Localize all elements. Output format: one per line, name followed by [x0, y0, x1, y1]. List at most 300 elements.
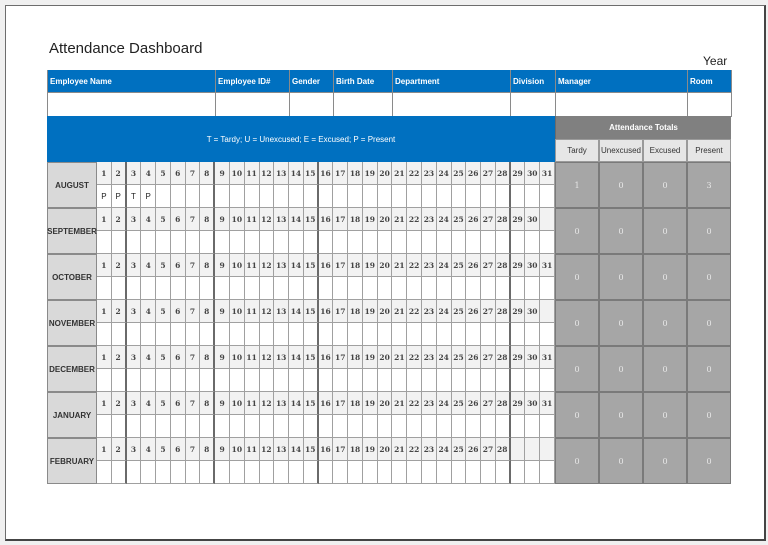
year-label: Year [703, 54, 728, 68]
attendance-mark-cell[interactable] [496, 323, 511, 346]
attendance-mark-cell[interactable] [496, 415, 511, 438]
attendance-mark-cell[interactable]: T [127, 185, 142, 208]
attendance-mark-cell[interactable] [466, 277, 481, 300]
attendance-mark-cell[interactable] [496, 185, 511, 208]
attendance-mark-cell[interactable] [112, 277, 127, 300]
attendance-mark-cell[interactable] [97, 277, 112, 300]
attendance-mark-cell[interactable] [112, 369, 127, 392]
attendance-mark-cell[interactable] [274, 277, 289, 300]
attendance-mark-cell[interactable] [215, 461, 230, 484]
attendance-mark-cell[interactable] [481, 461, 496, 484]
attendance-mark-cell[interactable] [466, 369, 481, 392]
day-number: 26 [466, 346, 481, 369]
attendance-mark-cell[interactable] [215, 231, 230, 254]
attendance-mark-cell[interactable] [245, 277, 260, 300]
attendance-mark-cell[interactable] [319, 231, 334, 254]
total-excused-december: 0 [643, 346, 687, 392]
attendance-mark-cell[interactable] [304, 231, 319, 254]
total-tardy-december: 0 [555, 346, 599, 392]
attendance-mark-cell[interactable] [333, 323, 348, 346]
attendance-mark-cell[interactable] [511, 277, 526, 300]
attendance-mark-cell[interactable] [112, 323, 127, 346]
total-unexcused-september: 0 [599, 208, 643, 254]
day-number: 24 [437, 346, 452, 369]
attendance-mark-cell[interactable] [97, 461, 112, 484]
attendance-mark-cell[interactable] [437, 369, 452, 392]
day-number: 7 [186, 438, 201, 461]
attendance-mark-cell[interactable] [319, 461, 334, 484]
attendance-mark-cell[interactable] [407, 461, 422, 484]
day-number: 14 [289, 208, 304, 231]
attendance-mark-cell[interactable] [348, 323, 363, 346]
day-number: 12 [260, 162, 275, 185]
day-number: 22 [407, 392, 422, 415]
attendance-mark-cell[interactable] [481, 185, 496, 208]
attendance-mark-cell[interactable] [466, 231, 481, 254]
attendance-mark-cell[interactable] [200, 415, 215, 438]
attendance-legend: T = Tardy; U = Unexcused; E = Excused; P = Present [47, 116, 555, 162]
attendance-mark-cell[interactable] [112, 415, 127, 438]
attendance-mark-cell[interactable] [156, 369, 171, 392]
attendance-mark-cell[interactable] [540, 415, 555, 438]
day-number [525, 438, 540, 461]
attendance-mark-cell[interactable] [289, 323, 304, 346]
attendance-mark-cell[interactable] [511, 185, 526, 208]
attendance-mark-cell[interactable] [437, 185, 452, 208]
totals-header-tardy: Tardy [555, 139, 599, 162]
total-unexcused-november: 0 [599, 300, 643, 346]
attendance-mark-cell[interactable] [540, 323, 555, 346]
attendance-mark-cell[interactable] [171, 231, 186, 254]
attendance-mark-cell[interactable] [363, 277, 378, 300]
attendance-mark-cell[interactable] [407, 415, 422, 438]
employee-field-employee-id[interactable] [216, 93, 290, 117]
attendance-mark-cell[interactable] [245, 185, 260, 208]
attendance-mark-cell[interactable] [274, 185, 289, 208]
attendance-mark-cell[interactable] [156, 185, 171, 208]
attendance-mark-cell[interactable] [378, 277, 393, 300]
attendance-mark-cell[interactable] [319, 415, 334, 438]
attendance-mark-cell[interactable] [466, 323, 481, 346]
attendance-mark-cell[interactable] [215, 277, 230, 300]
attendance-mark-cell[interactable] [171, 277, 186, 300]
attendance-mark-cell[interactable] [452, 185, 467, 208]
attendance-mark-cell[interactable] [437, 231, 452, 254]
attendance-mark-cell[interactable] [141, 369, 156, 392]
attendance-mark-cell[interactable] [437, 277, 452, 300]
employee-field-gender[interactable] [290, 93, 334, 117]
attendance-mark-cell[interactable] [127, 323, 142, 346]
attendance-mark-cell[interactable] [186, 461, 201, 484]
attendance-mark-cell[interactable] [392, 415, 407, 438]
employee-field-manager[interactable] [556, 93, 688, 117]
day-number: 28 [496, 162, 511, 185]
day-number: 6 [171, 392, 186, 415]
employee-field-room[interactable] [688, 93, 732, 117]
attendance-mark-cell[interactable] [466, 415, 481, 438]
attendance-mark-cell[interactable] [481, 277, 496, 300]
attendance-mark-cell[interactable]: P [97, 185, 112, 208]
attendance-mark-cell[interactable] [127, 461, 142, 484]
attendance-mark-cell[interactable] [171, 415, 186, 438]
attendance-mark-cell[interactable] [200, 461, 215, 484]
attendance-mark-cell[interactable] [496, 231, 511, 254]
day-number: 11 [245, 208, 260, 231]
attendance-mark-cell[interactable] [378, 231, 393, 254]
attendance-mark-cell[interactable] [525, 415, 540, 438]
attendance-mark-cell[interactable] [392, 323, 407, 346]
employee-field-employee-name[interactable] [48, 93, 216, 117]
month-label-january: JANUARY [47, 392, 97, 438]
attendance-mark-cell[interactable] [466, 185, 481, 208]
attendance-mark-cell[interactable] [215, 415, 230, 438]
attendance-mark-cell[interactable] [97, 415, 112, 438]
attendance-mark-cell[interactable] [260, 461, 275, 484]
attendance-mark-cell[interactable] [245, 231, 260, 254]
attendance-mark-cell[interactable] [363, 323, 378, 346]
attendance-mark-cell[interactable] [437, 461, 452, 484]
employee-header-room: Room [688, 70, 732, 93]
attendance-mark-cell[interactable] [319, 277, 334, 300]
attendance-mark-cell[interactable] [274, 461, 289, 484]
day-number: 31 [540, 392, 555, 415]
attendance-mark-cell[interactable] [378, 185, 393, 208]
attendance-mark-cell[interactable] [289, 231, 304, 254]
day-number: 25 [452, 300, 467, 323]
day-number: 18 [348, 162, 363, 185]
employee-header-division: Division [511, 70, 556, 93]
attendance-mark-cell[interactable] [230, 231, 245, 254]
attendance-mark-cell[interactable] [97, 369, 112, 392]
attendance-mark-cell[interactable] [230, 461, 245, 484]
attendance-mark-cell[interactable] [525, 231, 540, 254]
attendance-mark-cell[interactable] [422, 185, 437, 208]
attendance-mark-cell[interactable] [437, 323, 452, 346]
attendance-mark-cell[interactable] [260, 185, 275, 208]
attendance-mark-cell[interactable] [525, 323, 540, 346]
day-number: 10 [230, 208, 245, 231]
attendance-mark-cell[interactable] [525, 277, 540, 300]
attendance-mark-cell[interactable] [289, 415, 304, 438]
attendance-mark-cell[interactable] [540, 461, 555, 484]
attendance-mark-cell[interactable] [540, 277, 555, 300]
attendance-mark-cell[interactable] [392, 277, 407, 300]
attendance-mark-cell[interactable] [333, 369, 348, 392]
attendance-mark-cell[interactable] [422, 231, 437, 254]
attendance-mark-cell[interactable] [127, 369, 142, 392]
day-number: 14 [289, 438, 304, 461]
attendance-mark-cell[interactable] [245, 461, 260, 484]
day-number: 13 [274, 392, 289, 415]
attendance-mark-cell[interactable] [319, 323, 334, 346]
day-number: 9 [215, 162, 230, 185]
attendance-mark-cell[interactable] [363, 461, 378, 484]
total-unexcused-february: 0 [599, 438, 643, 484]
attendance-mark-cell[interactable] [378, 323, 393, 346]
total-excused-october: 0 [643, 254, 687, 300]
attendance-mark-cell[interactable] [452, 461, 467, 484]
day-number: 2 [112, 346, 127, 369]
employee-header-birth-date: Birth Date [334, 70, 393, 93]
day-number: 3 [127, 162, 142, 185]
day-number: 4 [141, 300, 156, 323]
attendance-mark-cell[interactable] [525, 461, 540, 484]
attendance-mark-cell[interactable] [304, 185, 319, 208]
total-tardy-september: 0 [555, 208, 599, 254]
attendance-mark-cell[interactable] [230, 185, 245, 208]
attendance-mark-cell[interactable] [171, 369, 186, 392]
attendance-mark-cell[interactable] [481, 231, 496, 254]
attendance-mark-cell[interactable] [452, 323, 467, 346]
totals-header-present: Present [687, 139, 731, 162]
day-number: 7 [186, 162, 201, 185]
attendance-mark-cell[interactable] [496, 369, 511, 392]
attendance-mark-cell[interactable] [304, 323, 319, 346]
attendance-mark-cell[interactable] [112, 231, 127, 254]
day-number: 19 [363, 438, 378, 461]
attendance-mark-cell[interactable] [186, 231, 201, 254]
attendance-mark-cell[interactable] [363, 231, 378, 254]
attendance-mark-cell[interactable] [333, 461, 348, 484]
attendance-mark-cell[interactable] [200, 185, 215, 208]
day-number: 19 [363, 392, 378, 415]
day-number: 15 [304, 346, 319, 369]
day-number: 26 [466, 392, 481, 415]
attendance-mark-cell[interactable] [452, 369, 467, 392]
day-number: 25 [452, 346, 467, 369]
attendance-mark-cell[interactable] [348, 461, 363, 484]
month-label-november: NOVEMBER [47, 300, 97, 346]
attendance-mark-cell[interactable] [127, 231, 142, 254]
attendance-mark-cell[interactable] [200, 277, 215, 300]
attendance-mark-cell[interactable] [392, 185, 407, 208]
attendance-mark-cell[interactable] [215, 323, 230, 346]
attendance-mark-cell[interactable] [363, 415, 378, 438]
attendance-mark-cell[interactable] [481, 415, 496, 438]
attendance-mark-cell[interactable] [141, 415, 156, 438]
attendance-mark-cell[interactable] [407, 277, 422, 300]
attendance-mark-cell[interactable] [511, 461, 526, 484]
day-number: 26 [466, 162, 481, 185]
day-number: 10 [230, 162, 245, 185]
attendance-mark-cell[interactable] [348, 277, 363, 300]
attendance-mark-cell[interactable] [186, 415, 201, 438]
attendance-mark-cell[interactable] [363, 185, 378, 208]
attendance-mark-cell[interactable] [141, 323, 156, 346]
attendance-mark-cell[interactable] [392, 461, 407, 484]
attendance-mark-cell[interactable] [289, 369, 304, 392]
employee-field-birth-date[interactable] [334, 93, 393, 117]
day-number: 12 [260, 346, 275, 369]
attendance-mark-cell[interactable] [200, 323, 215, 346]
attendance-mark-cell[interactable] [200, 369, 215, 392]
attendance-mark-cell[interactable] [333, 185, 348, 208]
day-number: 19 [363, 208, 378, 231]
attendance-mark-cell[interactable] [319, 369, 334, 392]
attendance-mark-cell[interactable] [289, 461, 304, 484]
attendance-mark-cell[interactable] [511, 369, 526, 392]
attendance-mark-cell[interactable] [348, 231, 363, 254]
attendance-mark-cell[interactable] [304, 415, 319, 438]
attendance-mark-cell[interactable] [186, 185, 201, 208]
attendance-mark-cell[interactable] [245, 369, 260, 392]
total-excused-september: 0 [643, 208, 687, 254]
attendance-mark-cell[interactable] [407, 323, 422, 346]
day-number: 20 [378, 208, 393, 231]
attendance-mark-cell[interactable] [304, 369, 319, 392]
attendance-mark-cell[interactable] [141, 461, 156, 484]
employee-header-row [48, 70, 732, 93]
attendance-mark-cell[interactable] [230, 323, 245, 346]
day-number: 1 [97, 300, 112, 323]
attendance-mark-cell[interactable] [422, 415, 437, 438]
day-number: 29 [511, 392, 526, 415]
employee-field-department[interactable] [393, 93, 511, 117]
day-number: 21 [392, 208, 407, 231]
attendance-mark-cell[interactable] [171, 185, 186, 208]
attendance-mark-cell[interactable] [289, 185, 304, 208]
day-number [511, 438, 526, 461]
attendance-mark-cell[interactable] [260, 323, 275, 346]
attendance-mark-cell[interactable] [127, 277, 142, 300]
day-number: 19 [363, 300, 378, 323]
attendance-mark-cell[interactable] [274, 415, 289, 438]
day-number: 21 [392, 346, 407, 369]
attendance-mark-cell[interactable] [156, 415, 171, 438]
attendance-mark-cell[interactable] [260, 369, 275, 392]
total-present-december: 0 [687, 346, 731, 392]
attendance-mark-cell[interactable] [97, 323, 112, 346]
attendance-mark-cell[interactable] [230, 277, 245, 300]
attendance-mark-cell[interactable] [319, 185, 334, 208]
attendance-mark-cell[interactable] [333, 231, 348, 254]
attendance-mark-cell[interactable] [422, 323, 437, 346]
attendance-mark-cell[interactable] [289, 277, 304, 300]
day-number: 29 [511, 208, 526, 231]
attendance-mark-cell[interactable] [304, 461, 319, 484]
attendance-mark-cell[interactable] [540, 369, 555, 392]
attendance-mark-cell[interactable] [452, 277, 467, 300]
total-present-october: 0 [687, 254, 731, 300]
attendance-mark-cell[interactable] [186, 277, 201, 300]
attendance-mark-cell[interactable] [392, 369, 407, 392]
attendance-mark-cell[interactable] [260, 231, 275, 254]
attendance-mark-cell[interactable] [481, 369, 496, 392]
attendance-mark-cell[interactable] [112, 461, 127, 484]
attendance-mark-cell[interactable] [540, 231, 555, 254]
day-number: 23 [422, 162, 437, 185]
attendance-mark-cell[interactable] [171, 323, 186, 346]
attendance-mark-cell[interactable] [230, 415, 245, 438]
attendance-mark-cell[interactable] [481, 323, 496, 346]
attendance-mark-cell[interactable] [200, 231, 215, 254]
attendance-mark-cell[interactable] [333, 415, 348, 438]
day-number: 10 [230, 438, 245, 461]
attendance-mark-cell[interactable] [274, 323, 289, 346]
day-number: 17 [333, 254, 348, 277]
attendance-mark-cell[interactable] [452, 231, 467, 254]
attendance-mark-cell[interactable] [452, 415, 467, 438]
day-number: 21 [392, 162, 407, 185]
attendance-mark-cell[interactable] [215, 369, 230, 392]
attendance-mark-cell[interactable] [407, 185, 422, 208]
attendance-mark-cell[interactable] [304, 277, 319, 300]
attendance-mark-cell[interactable]: P [112, 185, 127, 208]
attendance-mark-cell[interactable] [141, 231, 156, 254]
attendance-mark-cell[interactable] [378, 415, 393, 438]
attendance-mark-cell[interactable] [466, 461, 481, 484]
day-number: 5 [156, 208, 171, 231]
attendance-mark-cell[interactable] [511, 231, 526, 254]
day-number: 2 [112, 208, 127, 231]
attendance-mark-cell[interactable] [437, 415, 452, 438]
employee-field-division[interactable] [511, 93, 556, 117]
attendance-mark-cell[interactable] [511, 323, 526, 346]
day-number: 21 [392, 438, 407, 461]
day-number: 8 [200, 208, 215, 231]
attendance-mark-cell[interactable] [333, 277, 348, 300]
day-number: 22 [407, 254, 422, 277]
attendance-mark-cell[interactable] [511, 415, 526, 438]
attendance-mark-cell[interactable] [392, 231, 407, 254]
day-number: 13 [274, 208, 289, 231]
attendance-mark-cell[interactable] [260, 415, 275, 438]
attendance-mark-cell[interactable] [260, 277, 275, 300]
attendance-mark-cell[interactable] [186, 369, 201, 392]
attendance-mark-cell[interactable] [186, 323, 201, 346]
attendance-mark-cell[interactable] [274, 231, 289, 254]
attendance-mark-cell[interactable] [274, 369, 289, 392]
attendance-mark-cell[interactable] [407, 231, 422, 254]
attendance-mark-cell[interactable] [156, 231, 171, 254]
attendance-mark-cell[interactable] [171, 461, 186, 484]
attendance-mark-cell[interactable] [127, 415, 142, 438]
attendance-mark-cell[interactable] [540, 185, 555, 208]
attendance-mark-cell[interactable] [348, 185, 363, 208]
day-number: 30 [525, 346, 540, 369]
attendance-mark-cell[interactable] [230, 369, 245, 392]
attendance-mark-cell[interactable] [378, 461, 393, 484]
day-number: 31 [540, 346, 555, 369]
day-number: 24 [437, 162, 452, 185]
attendance-mark-cell[interactable] [141, 277, 156, 300]
attendance-mark-cell[interactable] [348, 415, 363, 438]
attendance-mark-cell[interactable] [407, 369, 422, 392]
attendance-mark-cell[interactable] [422, 461, 437, 484]
attendance-mark-cell[interactable] [245, 415, 260, 438]
month-label-october: OCTOBER [47, 254, 97, 300]
attendance-mark-cell[interactable] [378, 369, 393, 392]
day-number: 20 [378, 162, 393, 185]
attendance-mark-cell[interactable] [525, 185, 540, 208]
attendance-mark-cell[interactable] [97, 231, 112, 254]
day-number: 31 [540, 254, 555, 277]
attendance-mark-cell[interactable] [156, 277, 171, 300]
attendance-mark-cell[interactable] [496, 277, 511, 300]
attendance-mark-cell[interactable] [215, 185, 230, 208]
attendance-mark-cell[interactable] [496, 461, 511, 484]
attendance-mark-cell[interactable] [348, 369, 363, 392]
day-number: 29 [511, 162, 526, 185]
attendance-mark-cell[interactable] [525, 369, 540, 392]
attendance-mark-cell[interactable] [422, 277, 437, 300]
attendance-mark-cell[interactable] [245, 323, 260, 346]
attendance-mark-cell[interactable] [422, 369, 437, 392]
attendance-mark-cell[interactable]: P [141, 185, 156, 208]
attendance-mark-cell[interactable] [363, 369, 378, 392]
attendance-mark-cell[interactable] [156, 323, 171, 346]
attendance-mark-cell[interactable] [156, 461, 171, 484]
